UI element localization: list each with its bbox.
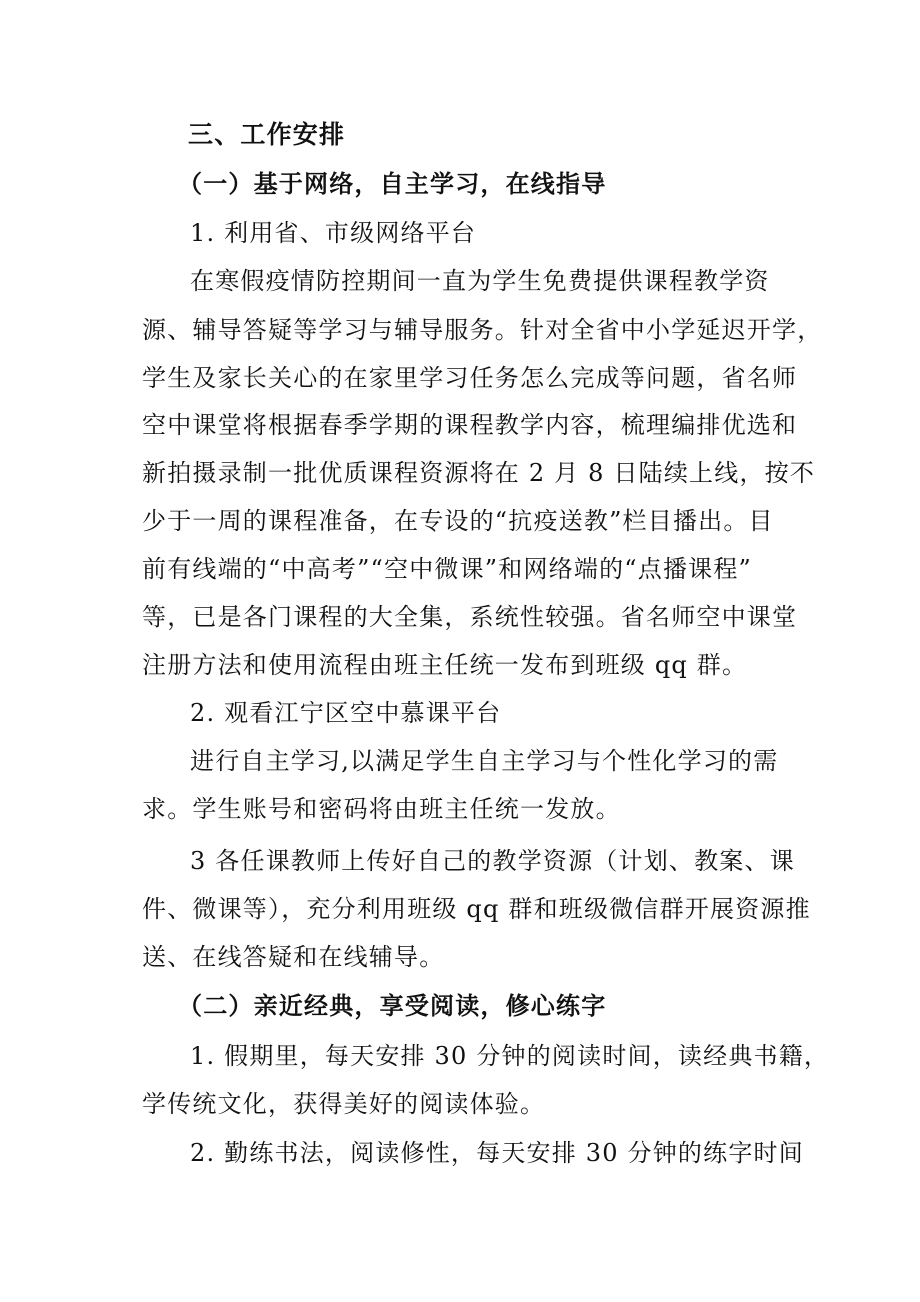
- item-1-body-line: 前有线端的“中高考”“空中微课”和网络端的“点播课程”: [142, 555, 753, 583]
- item-1-body-line: 注册方法和使用流程由班主任统一发布到班级 qq 群。: [142, 651, 748, 679]
- item-2-body-line: 进行自主学习,以满足学生自主学习与个性化学习的需: [190, 747, 779, 775]
- sub2-item-1-body-line: 学传统文化，获得美好的阅读体验。: [142, 1090, 546, 1118]
- item-3-body-line: 3 各任课教师上传好自己的教学资源（计划、教案、课: [190, 847, 795, 875]
- item-3-body-line: 送、在线答疑和在线辅导。: [142, 943, 445, 971]
- item-1-body-line: 少于一周的课程准备，在专设的“抗疫送教”栏目播出。目: [142, 507, 774, 535]
- item-3-body-line: 件、微课等），充分利用班级 qq 群和班级微信群开展资源推: [142, 895, 811, 923]
- item-1-body-line: 在寒假疫情防控期间一直为学生免费提供课程教学资: [190, 267, 770, 295]
- item-2-title: 2. 观看江宁区空中慕课平台: [190, 699, 502, 727]
- item-2-body-line: 求。学生账号和密码将由班主任统一发放。: [142, 795, 621, 823]
- section-heading: 三、工作安排: [188, 120, 346, 149]
- item-1-body-line: 等，已是各门课程的大全集，系统性较强。省名师空中课堂: [142, 603, 798, 631]
- item-1-body-line: 空中课堂将根据春季学期的课程教学内容，梳理编排优选和: [142, 411, 798, 439]
- item-1-body-line: 新拍摄录制一批优质课程资源将在 2 月 8 日陆续上线，按不: [142, 459, 816, 487]
- item-1-body-line: 源、辅导答疑等学习与辅导服务。针对全省中小学延迟开学，: [142, 316, 823, 344]
- sub2-item-2-body-line: 2. 勤练书法，阅读修性，每天安排 30 分钟的练字时间: [190, 1139, 804, 1167]
- item-1-body-line: 学生及家长关心的在家里学习任务怎么完成等问题，省名师: [142, 364, 798, 392]
- subsection-heading-1: （一）基于网络，自主学习，在线指导: [178, 170, 607, 198]
- item-1-title: 1. 利用省、市级网络平台: [190, 219, 477, 247]
- sub2-item-1-body-line: 1. 假期里，每天安排 30 分钟的阅读时间，读经典书籍，: [190, 1042, 830, 1070]
- subsection-heading-2: （二）亲近经典，享受阅读，修心练字: [178, 992, 607, 1020]
